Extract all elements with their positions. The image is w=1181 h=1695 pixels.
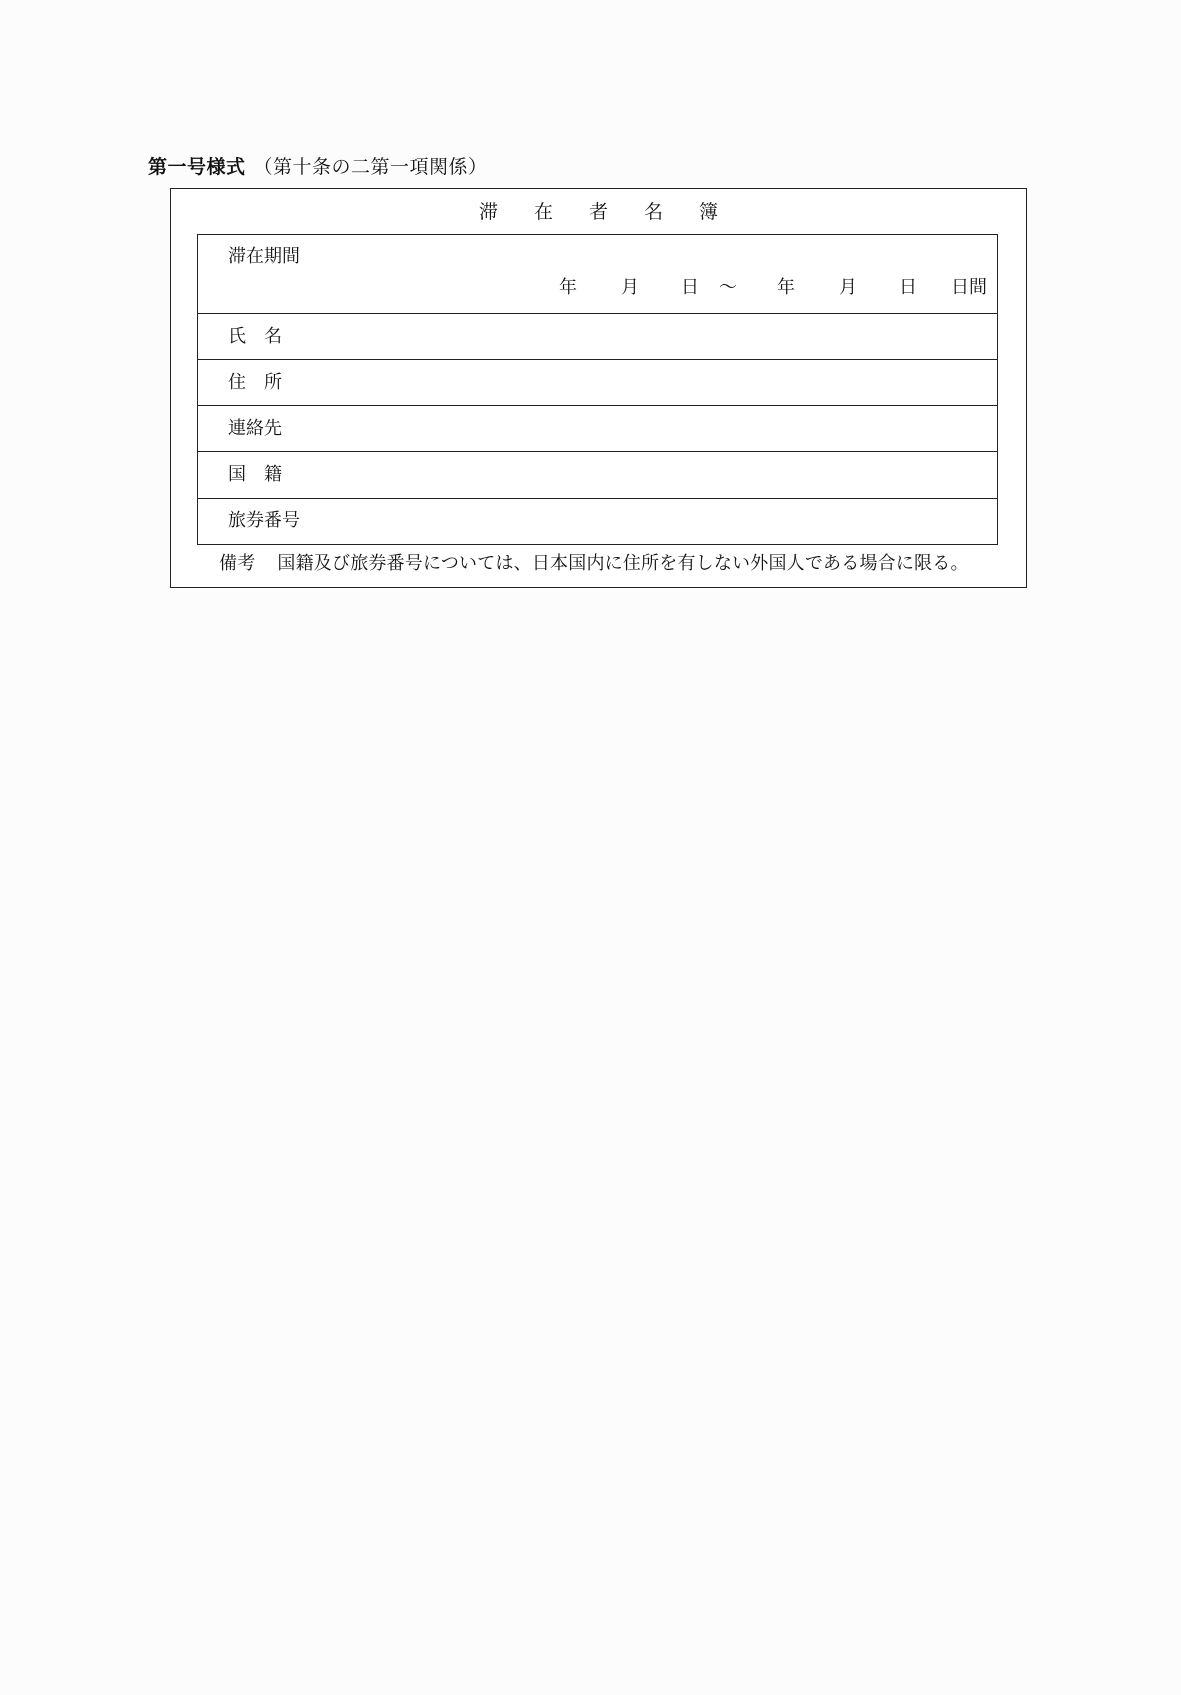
days-suffix: 日間 bbox=[951, 277, 987, 298]
row-contact[interactable] bbox=[198, 406, 997, 452]
name-label: 氏 名 bbox=[228, 326, 282, 347]
range-tilde: ～ bbox=[719, 277, 737, 298]
form-heading bbox=[148, 154, 488, 180]
footnote-label: 備考 bbox=[219, 553, 256, 574]
nationality-label: 国 籍 bbox=[228, 464, 282, 485]
contact-label: 連絡先 bbox=[228, 418, 282, 439]
start-year-unit: 年 bbox=[559, 277, 577, 298]
row-address[interactable] bbox=[198, 360, 997, 406]
row-nationality[interactable] bbox=[198, 452, 997, 499]
row-name[interactable] bbox=[198, 314, 997, 360]
start-month-unit: 月 bbox=[621, 277, 639, 298]
end-year-unit: 年 bbox=[777, 277, 795, 298]
row-passport-number[interactable] bbox=[198, 499, 997, 543]
stay-period-label: 滞在期間 bbox=[228, 246, 300, 267]
register-form bbox=[170, 188, 1027, 588]
start-day-unit: 日 bbox=[681, 277, 699, 298]
end-month-unit: 月 bbox=[839, 277, 857, 298]
form-number: 第一号様式 bbox=[148, 156, 246, 178]
register-title: 滞在者名簿 bbox=[478, 201, 754, 223]
address-label: 住 所 bbox=[228, 372, 282, 393]
stay-period-dates bbox=[559, 276, 987, 300]
register-table bbox=[197, 234, 998, 545]
footnote bbox=[219, 552, 969, 576]
footnote-text: 国籍及び旅券番号については、日本国内に住所を有しない外国人である場合に限る。 bbox=[277, 553, 969, 574]
row-stay-period[interactable] bbox=[198, 235, 997, 314]
form-relation: （第十条の二第一項関係） bbox=[253, 156, 488, 178]
end-day-unit: 日 bbox=[899, 277, 917, 298]
passport-number-label: 旅券番号 bbox=[228, 510, 300, 531]
